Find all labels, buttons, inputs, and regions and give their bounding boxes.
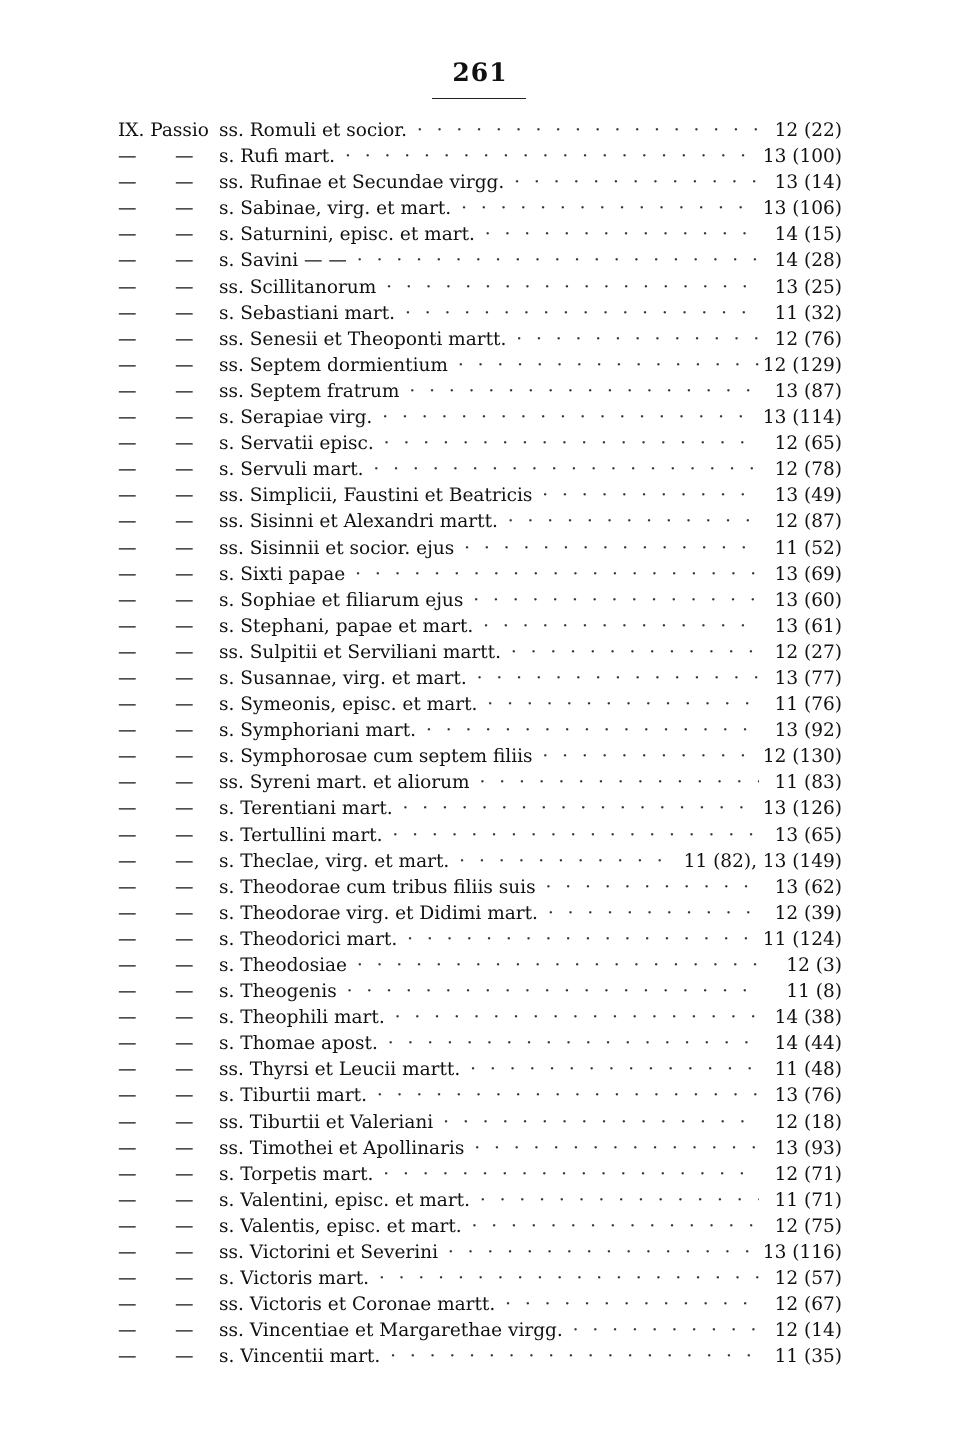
entry-reference: 13 (69) <box>771 562 842 588</box>
entry-reference: 13 (93) <box>771 1136 842 1162</box>
entry-title: s. Tiburtii mart. <box>219 1085 367 1107</box>
entry-prefix: — <box>118 850 137 872</box>
entry-text <box>219 562 759 588</box>
entry-ditto: — <box>175 459 194 481</box>
entry-reference: 12 (75) <box>771 1214 842 1240</box>
index-entry <box>0 483 960 509</box>
entry-text <box>219 1162 759 1188</box>
entry-text <box>219 118 759 144</box>
entry-title: s. Sophiae et filiarum ejus <box>219 589 464 611</box>
entry-text <box>219 1240 759 1266</box>
entry-reference: 12 (18) <box>771 1110 842 1136</box>
entry-text <box>219 1083 759 1109</box>
entry-prefix: — <box>118 1320 137 1342</box>
entry-text <box>219 196 759 222</box>
entry-reference: 13 (106) <box>759 196 842 222</box>
entry-title: s. Valentis, episc. et mart. <box>219 1215 462 1237</box>
index-entry <box>0 1162 960 1188</box>
entry-ditto: — <box>175 928 194 950</box>
index-entry <box>0 509 960 535</box>
entry-title: s. Theodosiae <box>219 955 347 976</box>
entry-title: ss. Syreni mart. et aliorum <box>219 772 470 794</box>
index-entry <box>0 222 960 248</box>
entry-ditto: — <box>175 433 194 455</box>
index-entry <box>0 379 960 405</box>
entry-prefix: — <box>118 1294 137 1316</box>
entry-text <box>219 379 759 405</box>
entry-text <box>219 849 674 875</box>
entry-ditto: — <box>175 1085 194 1107</box>
entry-text <box>219 144 759 170</box>
entry-ditto: — <box>175 720 194 742</box>
index-entry <box>0 1318 960 1344</box>
entry-reference: 12 (71) <box>771 1162 842 1188</box>
entry-ditto: — <box>175 694 194 716</box>
entry-ditto: — <box>175 1242 194 1264</box>
index-entry <box>0 796 960 822</box>
index-entry <box>0 1083 960 1109</box>
entry-text <box>219 692 759 718</box>
index-entry <box>0 901 960 927</box>
entry-title: ss. Thyrsi et Leucii martt. <box>219 1059 461 1081</box>
entry-reference: 13 (92) <box>771 718 842 744</box>
entry-reference: 13 (100) <box>759 144 842 170</box>
entry-reference: 13 (25) <box>771 275 842 301</box>
index-entry <box>0 979 960 1005</box>
entry-title: s. Symphorosae cum septem filiis <box>219 746 533 768</box>
index-entry <box>0 1240 960 1266</box>
index-entry <box>0 927 960 953</box>
entry-ditto: — <box>175 850 194 872</box>
entry-reference: 12 (78) <box>771 457 842 483</box>
entry-ditto: — <box>175 1111 194 1133</box>
entry-reference: 12 (129) <box>759 353 842 379</box>
entry-ditto: — <box>175 1033 194 1055</box>
entry-reference: 12 (27) <box>771 640 842 666</box>
entry-prefix: — <box>118 824 137 846</box>
index-entry <box>0 1136 960 1162</box>
entry-ditto: — <box>175 407 194 429</box>
entry-title: s. Terentiani mart. <box>219 798 393 820</box>
entry-reference: 13 (76) <box>771 1083 842 1109</box>
entry-reference: 14 (44) <box>771 1031 842 1057</box>
entry-reference: 12 (3) <box>782 953 842 979</box>
entry-title: s. Symeonis, episc. et mart. <box>219 694 478 716</box>
index-entry <box>0 692 960 718</box>
entry-reference: 12 (76) <box>771 327 842 353</box>
entry-prefix: — <box>118 746 137 768</box>
entry-text <box>219 640 759 666</box>
entry-text <box>219 431 759 457</box>
entry-prefix: — <box>118 981 137 1003</box>
index-entry <box>0 875 960 901</box>
entry-reference: 13 (114) <box>759 405 842 431</box>
entry-title: s. Theogenis <box>219 981 337 1003</box>
entry-prefix: — <box>118 1033 137 1055</box>
entry-reference: 11 (76) <box>771 692 842 718</box>
entry-reference: 12 (87) <box>771 509 842 535</box>
entry-ditto: — <box>175 667 194 689</box>
entry-ditto: — <box>175 198 194 220</box>
entry-reference: 11 (32) <box>771 301 842 327</box>
index-entry <box>0 248 960 274</box>
entry-reference: 13 (116) <box>759 1240 842 1266</box>
entry-title: ss. Sisinni et Alexandri martt. <box>219 511 498 533</box>
entry-title: s. Servuli mart. <box>219 459 364 481</box>
entry-title: ss. Vincentiae et Margarethae virgg. <box>219 1320 563 1342</box>
index-entry <box>0 1214 960 1240</box>
entry-reference: 14 (28) <box>771 248 842 274</box>
entry-prefix: — <box>118 302 137 324</box>
entry-title: ss. Rufinae et Secundae virgg. <box>219 172 505 194</box>
index-entry <box>0 327 960 353</box>
index-entry <box>0 1188 960 1214</box>
index-entry <box>0 301 960 327</box>
entry-title: s. Theclae, virg. et mart. <box>219 850 450 872</box>
entry-ditto: — <box>175 250 194 272</box>
index-entry <box>0 196 960 222</box>
entry-reference: 11 (52) <box>771 536 842 562</box>
entry-reference: 12 (65) <box>771 431 842 457</box>
entry-reference: 13 (60) <box>771 588 842 614</box>
index-entry <box>0 405 960 431</box>
entry-reference: 13 (62) <box>771 875 842 901</box>
index-entry <box>0 666 960 692</box>
index-entry <box>0 1344 960 1370</box>
entry-ditto: — <box>175 1007 194 1029</box>
entry-text <box>219 1005 759 1031</box>
entry-title: s. Stephani, papae et mart. <box>219 615 474 637</box>
entry-text <box>219 170 759 196</box>
entry-reference: 11 (71) <box>771 1188 842 1214</box>
entry-text <box>219 770 759 796</box>
entry-reference: 11 (124) <box>759 927 842 953</box>
index-entry <box>0 353 960 379</box>
entry-title: s. Sixti papae <box>219 563 346 585</box>
entry-prefix: — <box>118 172 137 194</box>
entry-ditto: — <box>175 876 194 898</box>
entry-title: s. Serapiae virg. <box>219 407 373 429</box>
entry-text <box>219 614 759 640</box>
entry-prefix: — <box>118 1215 137 1237</box>
index-entry <box>0 614 960 640</box>
entry-text <box>219 901 759 927</box>
entry-text <box>219 1344 759 1370</box>
entry-reference: 11 (8) <box>782 979 842 1005</box>
entry-prefix: — <box>118 1189 137 1211</box>
entry-reference: 13 (87) <box>771 379 842 405</box>
entry-title: ss. Timothei et Apollinaris <box>219 1137 465 1159</box>
entry-prefix: — <box>118 250 137 272</box>
entry-text <box>219 457 759 483</box>
entry-ditto: — <box>175 224 194 246</box>
entry-prefix: — <box>118 902 137 924</box>
entry-reference: 11 (83) <box>771 770 842 796</box>
entry-prefix: — <box>118 485 137 507</box>
entry-title: s. Torpetis mart. <box>219 1163 374 1185</box>
entry-prefix: — <box>118 459 137 481</box>
entry-ditto: — <box>175 380 194 402</box>
index-entry <box>0 562 960 588</box>
entry-title: ss. Romuli et socior. <box>219 120 407 141</box>
entry-title: ss. Sisinnii et socior. ejus <box>219 537 455 559</box>
entry-reference: 13 (65) <box>771 823 842 849</box>
index-entry <box>0 770 960 796</box>
entry-text <box>219 301 759 327</box>
entry-title: s. Tertullini mart. <box>219 824 383 846</box>
entry-ditto: — <box>175 354 194 376</box>
entry-reference: 11 (48) <box>771 1057 842 1083</box>
entry-title: s. Victoris mart. <box>219 1268 370 1290</box>
index-list <box>0 118 960 1371</box>
entry-text <box>219 222 759 248</box>
index-entry <box>0 718 960 744</box>
entry-title: s. Symphoriani mart. <box>219 720 417 742</box>
entry-prefix: — <box>118 1346 137 1368</box>
entry-reference: 13 (49) <box>771 483 842 509</box>
index-entry <box>0 1292 960 1318</box>
entry-ditto: — <box>175 276 194 298</box>
entry-reference: 12 (14) <box>771 1318 842 1344</box>
entry-title: ss. Victoris et Coronae martt. <box>219 1294 496 1316</box>
entry-title: s. Valentini, episc. et mart. <box>219 1189 470 1211</box>
entry-title: ss. Simplicii, Faustini et Beatricis <box>219 485 533 507</box>
index-entry <box>0 1057 960 1083</box>
entry-prefix: — <box>118 1085 137 1107</box>
entry-text <box>219 979 759 1005</box>
entry-title: s. Sebastiani mart. <box>219 302 396 324</box>
entry-text <box>219 953 759 979</box>
entry-title: ss. Scillitanorum <box>219 276 377 298</box>
entry-prefix: — <box>118 615 137 637</box>
entry-text <box>219 718 759 744</box>
entry-reference: 14 (38) <box>771 1005 842 1031</box>
entry-ditto: — <box>175 1294 194 1316</box>
entry-ditto: — <box>175 641 194 663</box>
index-entry <box>0 953 960 979</box>
entry-text <box>219 1031 759 1057</box>
index-entry <box>0 588 960 614</box>
entry-reference: 11 (82), 13 (149) <box>680 849 842 875</box>
entry-text <box>219 744 759 770</box>
index-entry <box>0 457 960 483</box>
index-entry <box>0 640 960 666</box>
entry-ditto: — <box>175 1137 194 1159</box>
entry-prefix: — <box>118 955 137 976</box>
entry-text <box>219 927 759 953</box>
entry-prefix: — <box>118 1242 137 1264</box>
entry-text <box>219 1292 759 1318</box>
entry-text <box>219 483 759 509</box>
entry-ditto: — <box>175 589 194 611</box>
entry-prefix: — <box>118 198 137 220</box>
entry-text <box>219 666 759 692</box>
entry-prefix: IX. Passio <box>118 120 209 141</box>
entry-title: s. Theodorici mart. <box>219 928 398 950</box>
entry-reference: 14 (15) <box>771 222 842 248</box>
entry-text <box>219 796 759 822</box>
entry-ditto: — <box>175 537 194 559</box>
entry-prefix: — <box>118 1268 137 1290</box>
index-entry <box>0 1031 960 1057</box>
entry-ditto: — <box>175 1059 194 1081</box>
entry-prefix: — <box>118 407 137 429</box>
entry-title: s. Theodorae cum tribus filiis suis <box>219 876 536 898</box>
entry-ditto: — <box>175 981 194 1003</box>
index-entry <box>0 431 960 457</box>
index-entry <box>0 1005 960 1031</box>
entry-text <box>219 275 759 301</box>
entry-title: ss. Tiburtii et Valeriani <box>219 1111 434 1133</box>
entry-text <box>219 248 759 274</box>
entry-ditto: — <box>175 328 194 350</box>
entry-text <box>219 875 759 901</box>
entry-ditto: — <box>175 1215 194 1237</box>
entry-text <box>219 1214 759 1240</box>
entry-text <box>219 405 759 431</box>
entry-reference: 12 (67) <box>771 1292 842 1318</box>
entry-prefix: — <box>118 511 137 533</box>
entry-ditto: — <box>175 511 194 533</box>
entry-prefix: — <box>118 928 137 950</box>
entry-reference: 12 (22) <box>771 118 842 144</box>
entry-text <box>219 1188 759 1214</box>
entry-ditto: — <box>175 746 194 768</box>
entry-prefix: — <box>118 380 137 402</box>
entry-prefix: — <box>118 876 137 898</box>
entry-prefix: — <box>118 433 137 455</box>
entry-title: ss. Senesii et Theoponti martt. <box>219 328 507 350</box>
entry-text <box>219 588 759 614</box>
entry-prefix: — <box>118 772 137 794</box>
entry-prefix: — <box>118 1059 137 1081</box>
entry-reference: 13 (77) <box>771 666 842 692</box>
entry-ditto: — <box>175 563 194 585</box>
index-entry <box>0 118 960 144</box>
entry-title: ss. Septem fratrum <box>219 380 400 402</box>
entry-text <box>219 536 759 562</box>
entry-prefix: — <box>118 641 137 663</box>
entry-title: s. Theodorae virg. et Didimi mart. <box>219 902 538 924</box>
index-entry <box>0 823 960 849</box>
entry-text <box>219 327 759 353</box>
index-entry <box>0 536 960 562</box>
entry-prefix: — <box>118 720 137 742</box>
index-entry <box>0 744 960 770</box>
page-number-rule <box>432 98 526 99</box>
index-entry <box>0 849 960 875</box>
entry-ditto: — <box>175 615 194 637</box>
entry-reference: 12 (57) <box>771 1266 842 1292</box>
entry-title: s. Savini — — <box>219 250 347 272</box>
entry-title: s. Rufi mart. <box>219 146 336 168</box>
entry-prefix: — <box>118 328 137 350</box>
entry-title: s. Vincentii mart. <box>219 1346 381 1368</box>
entry-ditto: — <box>175 1163 194 1185</box>
entry-reference: 12 (130) <box>759 744 842 770</box>
entry-ditto: — <box>175 955 194 976</box>
entry-prefix: — <box>118 589 137 611</box>
entry-prefix: — <box>118 1137 137 1159</box>
index-entry <box>0 1110 960 1136</box>
entry-ditto: — <box>175 1268 194 1290</box>
entry-prefix: — <box>118 354 137 376</box>
entry-text <box>219 1318 759 1344</box>
entry-ditto: — <box>175 485 194 507</box>
entry-prefix: — <box>118 694 137 716</box>
entry-prefix: — <box>118 276 137 298</box>
entry-ditto: — <box>175 798 194 820</box>
entry-prefix: — <box>118 1111 137 1133</box>
entry-ditto: — <box>175 824 194 846</box>
entry-ditto: — <box>175 1320 194 1342</box>
entry-text <box>219 509 759 535</box>
entry-title: ss. Victorini et Severini <box>219 1242 438 1264</box>
entry-prefix: — <box>118 146 137 168</box>
entry-ditto: — <box>175 172 194 194</box>
entry-text <box>219 1110 759 1136</box>
entry-reference: 13 (14) <box>771 170 842 196</box>
index-entry <box>0 170 960 196</box>
entry-prefix: — <box>118 563 137 585</box>
entry-ditto: — <box>175 1346 194 1368</box>
entry-title: ss. Septem dormientium <box>219 354 448 376</box>
entry-prefix: — <box>118 667 137 689</box>
index-entry <box>0 1266 960 1292</box>
entry-prefix: — <box>118 1163 137 1185</box>
entry-title: ss. Sulpitii et Serviliani martt. <box>219 641 501 663</box>
entry-ditto: — <box>175 902 194 924</box>
entry-ditto: — <box>175 1189 194 1211</box>
entry-reference: 11 (35) <box>771 1344 842 1370</box>
entry-prefix: — <box>118 224 137 246</box>
entry-ditto: — <box>175 302 194 324</box>
entry-title: s. Sabinae, virg. et mart. <box>219 198 452 220</box>
entry-ditto: — <box>175 772 194 794</box>
index-entry <box>0 275 960 301</box>
entry-text <box>219 353 759 379</box>
entry-title: s. Susannae, virg. et mart. <box>219 667 467 689</box>
entry-title: s. Servatii episc. <box>219 433 374 455</box>
entry-text <box>219 823 759 849</box>
entry-prefix: — <box>118 798 137 820</box>
entry-title: s. Thomae apost. <box>219 1033 378 1055</box>
entry-text <box>219 1136 759 1162</box>
entry-ditto: — <box>175 146 194 168</box>
entry-text <box>219 1266 759 1292</box>
entry-title: s. Theophili mart. <box>219 1007 385 1029</box>
index-entry <box>0 144 960 170</box>
page-number: 261 <box>452 58 508 87</box>
entry-text <box>219 1057 759 1083</box>
entry-reference: 13 (61) <box>771 614 842 640</box>
entry-reference: 13 (126) <box>759 796 842 822</box>
entry-prefix: — <box>118 537 137 559</box>
entry-title: s. Saturnini, episc. et mart. <box>219 224 475 246</box>
entry-reference: 12 (39) <box>771 901 842 927</box>
entry-prefix: — <box>118 1007 137 1029</box>
